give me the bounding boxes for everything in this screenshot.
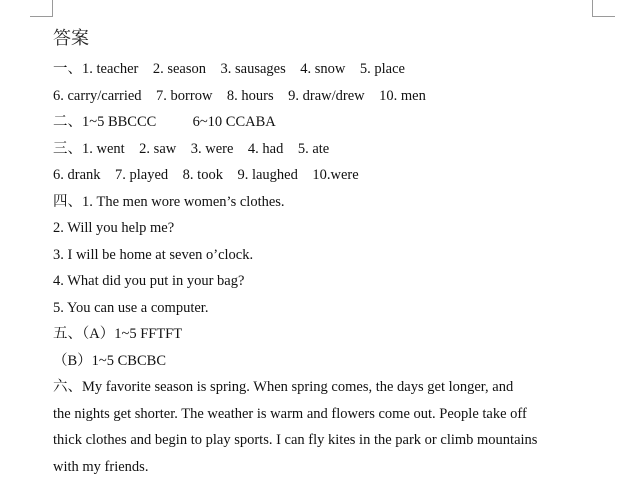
answer-line-section-2: 二、1~5 BBCCC 6~10 CCABA [53, 114, 276, 130]
essay-line-3: thick clothes and begin to play sports. I can fly kites in the park or climb mountains [53, 432, 538, 448]
answer-line-section-4-5: 5. You can use a computer. [53, 299, 209, 316]
answer-line-section-4-4: 4. What did you put in your bag? [53, 273, 245, 289]
answer-line-section-3-b: 6. drank 7. played 8. took 9. laughed 10.were [53, 167, 359, 183]
page-corner-mark-right [592, 0, 615, 17]
answer-line-section-1-b: 6. carry/carried 7. borrow 8. hours 9. draw/drew 10. men [53, 87, 426, 104]
answer-line-section-4-3: 3. I will be home at seven o’clock. [53, 246, 254, 263]
answer-line-section-3-a: 三、1. went 2. saw 3. were 4. had 5. ate [53, 140, 330, 157]
essay-line-2: the nights get shorter. The weather is warm and flowers come out. People take off [53, 405, 527, 422]
essay-line-1: 六、My favorite season is spring. When spring comes, the days get longer, and [53, 379, 514, 395]
document-title: 答案 [53, 28, 89, 49]
answer-line-section-5-b: （B）1~5 CBCBC [53, 352, 166, 369]
document-body [53, 26, 613, 480]
answer-line-section-4-1: 四、1. The men wore women’s clothes. [53, 193, 285, 210]
page-corner-mark-left [30, 0, 53, 17]
answer-line-section-1-a: 一、1. teacher 2. season 3. sausages 4. snow 5. place [53, 61, 405, 77]
answer-line-section-4-2: 2. Will you help me? [53, 220, 175, 236]
answer-line-section-5-a: 五、（A）1~5 FFTFT [53, 326, 183, 342]
essay-line-4: with my friends. [53, 458, 149, 475]
